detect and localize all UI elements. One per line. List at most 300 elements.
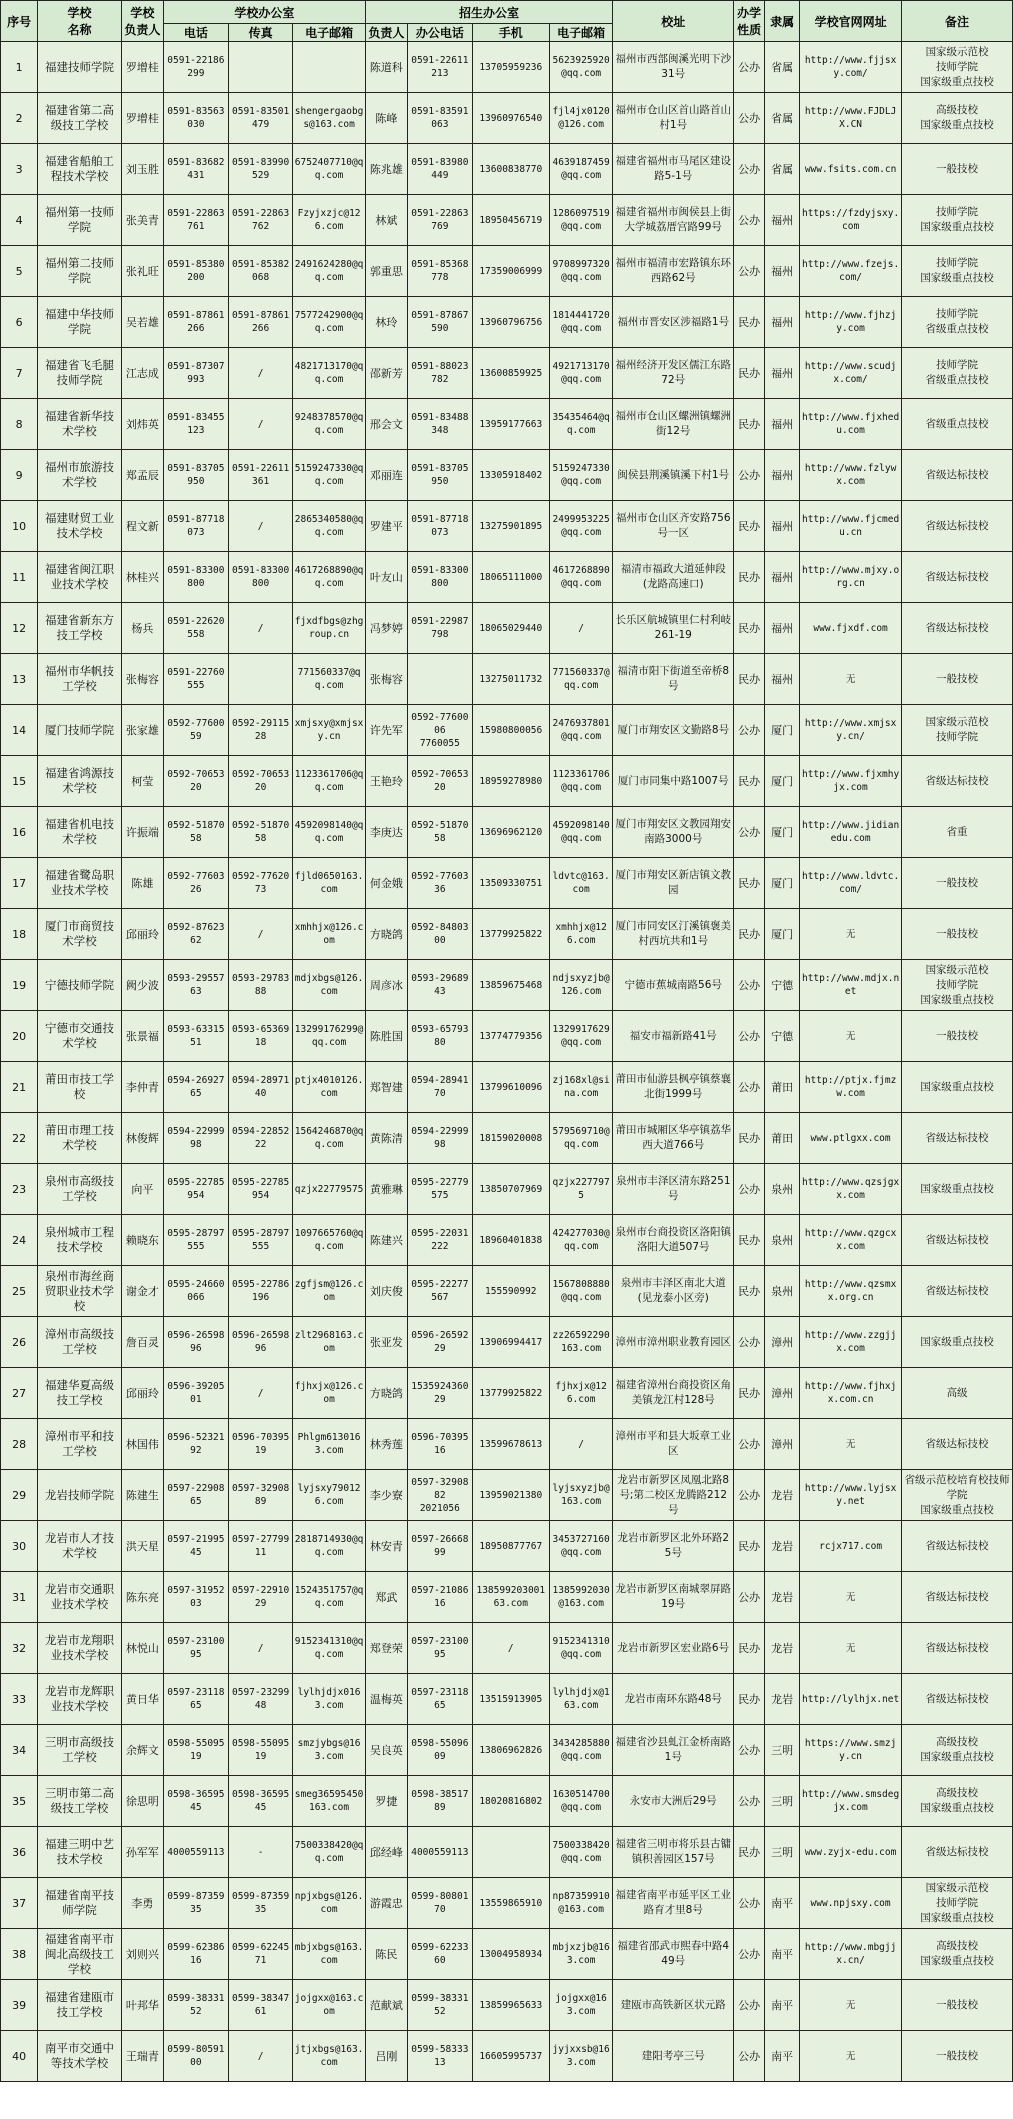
school-name-cell: 南平市交通中等技术学校: [38, 2031, 121, 2082]
office-fax-cell: /: [228, 1623, 293, 1674]
affiliation-cell: 三明: [765, 1776, 800, 1827]
office-phone-cell: 0598-3659545: [164, 1776, 229, 1827]
office-fax-cell: /: [228, 2031, 293, 2082]
address-cell: 福州市仓山区螺洲镇螺洲街12号: [613, 399, 734, 450]
enroll-email-cell: fjl4jx0120@126.com: [549, 93, 613, 144]
enroll-phone-cell: 0597-2310095: [407, 1623, 472, 1674]
office-phone-cell: 0594-2692765: [164, 1062, 229, 1113]
seq-cell: 30: [1, 1521, 38, 1572]
address-cell: 福州市西部闽溪光明下沙31号: [613, 42, 734, 93]
principal-cell: 向平: [121, 1164, 163, 1215]
office-email-cell: 7500338420@qq.com: [293, 1827, 365, 1878]
enroll-email-cell: 2476937801@qq.com: [549, 705, 613, 756]
affiliation-cell: 省属: [765, 144, 800, 195]
website-cell: http://ptjx.fjmzw.com: [800, 1062, 902, 1113]
school-name-cell: 莆田市技工学校: [38, 1062, 121, 1113]
nature-cell: 民办: [734, 756, 765, 807]
seq-cell: 26: [1, 1317, 38, 1368]
enroll-phone-cell: 0591-88023782: [407, 348, 472, 399]
header-affiliation: 隶属: [765, 1, 800, 42]
website-cell: rcjx717.com: [800, 1521, 902, 1572]
address-cell: 长乐区航城镇里仁村利岐261-19: [613, 603, 734, 654]
office-fax-cell: 0591-83300800: [228, 552, 293, 603]
enroll-person-cell: 方晓鸽: [365, 1368, 407, 1419]
table-row: [1, 960, 1013, 1011]
principal-cell: 李仲青: [121, 1062, 163, 1113]
nature-cell: 公办: [734, 1419, 765, 1470]
note-cell: 技师学院 省级重点技校: [902, 348, 1013, 399]
principal-cell: 陈东亮: [121, 1572, 163, 1623]
address-cell: 龙岩市新罗区凤凰北路8号;第二校区龙腾路212号: [613, 1470, 734, 1521]
principal-cell: 郑孟辰: [121, 450, 163, 501]
enroll-person-cell: 邓丽连: [365, 450, 407, 501]
office-email-cell: lyjsxy790126.com: [293, 1470, 365, 1521]
enroll-mobile-cell: 13779925822: [472, 1368, 549, 1419]
nature-cell: 公办: [734, 807, 765, 858]
principal-cell: 黄日华: [121, 1674, 163, 1725]
table-row: [1, 195, 1013, 246]
enroll-email-cell: fjhxjx@126.com: [549, 1368, 613, 1419]
enroll-person-cell: 陈峰: [365, 93, 407, 144]
enroll-mobile-cell: 18020816802: [472, 1776, 549, 1827]
enroll-person-cell: 何金娥: [365, 858, 407, 909]
office-email-cell: jtjxbgs@163.com: [293, 2031, 365, 2082]
address-cell: 福安市福新路41号: [613, 1011, 734, 1062]
office-email-cell: 7577242900@qq.com: [293, 297, 365, 348]
seq-cell: 13: [1, 654, 38, 705]
website-cell: www.zyjx-edu.com: [800, 1827, 902, 1878]
office-email-cell: 2865340580@qq.com: [293, 501, 365, 552]
affiliation-cell: 省属: [765, 93, 800, 144]
nature-cell: 公办: [734, 42, 765, 93]
nature-cell: 民办: [734, 1623, 765, 1674]
office-email-cell: 2818714930@qq.com: [293, 1521, 365, 1572]
header-school: 学校 名称: [38, 1, 121, 42]
office-email-cell: fjhxjx@126.com: [293, 1368, 365, 1419]
nature-cell: 公办: [734, 1572, 765, 1623]
enroll-mobile-cell: 13859675468: [472, 960, 549, 1011]
enroll-phone-cell: 0595-22031222: [407, 1215, 472, 1266]
office-email-cell: 13299176299@qq.com: [293, 1011, 365, 1062]
school-name-cell: 宁德技师学院: [38, 960, 121, 1011]
principal-cell: 吴若雄: [121, 297, 163, 348]
enroll-phone-cell: 0591-83300800: [407, 552, 472, 603]
enroll-phone-cell: 0592-7065320: [407, 756, 472, 807]
office-fax-cell: 0597-2291029: [228, 1572, 293, 1623]
nature-cell: 公办: [734, 144, 765, 195]
enroll-person-cell: 邢会文: [365, 399, 407, 450]
table-row: [1, 1113, 1013, 1164]
note-cell: 省级达标技校: [902, 756, 1013, 807]
office-phone-cell: 0591-22760555: [164, 654, 229, 705]
seq-cell: 6: [1, 297, 38, 348]
address-cell: 厦门市翔安区新店镇文教园: [613, 858, 734, 909]
table-row: [1, 501, 1013, 552]
enroll-phone-cell: 0592-8480300: [407, 909, 472, 960]
enroll-email-cell: /: [549, 603, 613, 654]
school-name-cell: 福建省新华技术学校: [38, 399, 121, 450]
affiliation-cell: 三明: [765, 1725, 800, 1776]
note-cell: 省级达标技校: [902, 1215, 1013, 1266]
office-email-cell: 5159247330@qq.com: [293, 450, 365, 501]
enroll-email-cell: xmhhjx@126.com: [549, 909, 613, 960]
address-cell: 厦门市同集中路1007号: [613, 756, 734, 807]
affiliation-cell: 漳州: [765, 1317, 800, 1368]
office-email-cell: 4821713170@qq.com: [293, 348, 365, 399]
enroll-phone-cell: 0596-2659229: [407, 1317, 472, 1368]
table-row: [1, 1317, 1013, 1368]
office-fax-cell: 0595-22786196: [228, 1266, 293, 1317]
office-phone-cell: 0591-83682431: [164, 144, 229, 195]
affiliation-cell: 龙岩: [765, 1572, 800, 1623]
office-phone-cell: 4000559113: [164, 1827, 229, 1878]
office-phone-cell: 0595-24660066: [164, 1266, 229, 1317]
principal-cell: 李勇: [121, 1878, 163, 1929]
website-cell: 无: [800, 1623, 902, 1674]
header-note: 备注: [902, 1, 1013, 42]
school-name-cell: 福建省机电技术学校: [38, 807, 121, 858]
school-name-cell: 福建华夏高级技工学校: [38, 1368, 121, 1419]
school-name-cell: 龙岩市龙翔职业技术学校: [38, 1623, 121, 1674]
school-name-cell: 福建省新东方技工学校: [38, 603, 121, 654]
address-cell: 龙岩市南环东路48号: [613, 1674, 734, 1725]
enroll-mobile-cell: 13600838770: [472, 144, 549, 195]
website-cell: http://www.qzsjgxx.com: [800, 1164, 902, 1215]
enroll-person-cell: 郭重思: [365, 246, 407, 297]
website-cell: http://www.zzgjjx.com: [800, 1317, 902, 1368]
enroll-person-cell: 吴良英: [365, 1725, 407, 1776]
note-cell: 国家级示范校 技师学院 国家级重点技校: [902, 1878, 1013, 1929]
enroll-mobile-cell: 13004958934: [472, 1929, 549, 1980]
note-cell: 国家级重点技校: [902, 1062, 1013, 1113]
affiliation-cell: 漳州: [765, 1419, 800, 1470]
address-cell: 泉州市丰泽区清东路251号: [613, 1164, 734, 1215]
principal-cell: 林俊辉: [121, 1113, 163, 1164]
website-cell: www.fjxdf.com: [800, 603, 902, 654]
note-cell: 省级示范校培育校技师学院 国家级重点技校: [902, 1470, 1013, 1521]
enroll-email-cell: zz26592290163.com: [549, 1317, 613, 1368]
office-phone-cell: 0599-8735935: [164, 1878, 229, 1929]
nature-cell: 公办: [734, 1164, 765, 1215]
office-email-cell: mdjxbgs@126.com: [293, 960, 365, 1011]
seq-cell: 40: [1, 2031, 38, 2082]
school-name-cell: 福建省南平技师学院: [38, 1878, 121, 1929]
website-cell: http://www.fjhzjy.com: [800, 297, 902, 348]
enroll-email-cell: jojgxx@163.com: [549, 1980, 613, 2031]
enroll-person-cell: 邱经峰: [365, 1827, 407, 1878]
office-email-cell: smzjybgs@163.com: [293, 1725, 365, 1776]
address-cell: 福州市仓山区首山路首山村1号: [613, 93, 734, 144]
office-phone-cell: 0599-6238616: [164, 1929, 229, 1980]
office-fax-cell: 0595-28797555: [228, 1215, 293, 1266]
nature-cell: 公办: [734, 1011, 765, 1062]
office-phone-cell: 0591-22620558: [164, 603, 229, 654]
address-cell: 泉州市丰泽区南北大道(见龙泰小区旁): [613, 1266, 734, 1317]
nature-cell: 公办: [734, 195, 765, 246]
office-fax-cell: [228, 42, 293, 93]
nature-cell: 公办: [734, 960, 765, 1011]
note-cell: 国家级示范校 技师学院 国家级重点技校: [902, 42, 1013, 93]
enroll-person-cell: 李少寮: [365, 1470, 407, 1521]
enroll-phone-cell: [407, 654, 472, 705]
table-row: [1, 1776, 1013, 1827]
seq-cell: 3: [1, 144, 38, 195]
office-phone-cell: 0599-3833152: [164, 1980, 229, 2031]
note-cell: 省重: [902, 807, 1013, 858]
school-name-cell: 福建省飞毛腿技师学院: [38, 348, 121, 399]
address-cell: 泉州市台商投资区洛阳镇洛阳大道507号: [613, 1215, 734, 1266]
school-name-cell: 福建省建瓯市技工学校: [38, 1980, 121, 2031]
address-cell: 福州市仓山区齐安路756号一区: [613, 501, 734, 552]
table-row: [1, 1623, 1013, 1674]
principal-cell: 林悦山: [121, 1623, 163, 1674]
office-fax-cell: /: [228, 501, 293, 552]
office-phone-cell: 0597-2310095: [164, 1623, 229, 1674]
seq-cell: 2: [1, 93, 38, 144]
enroll-phone-cell: 0593-2968943: [407, 960, 472, 1011]
website-cell: http://www.fjcmedu.cn: [800, 501, 902, 552]
enroll-email-cell: 1123361706@qq.com: [549, 756, 613, 807]
table-row: [1, 297, 1013, 348]
office-email-cell: 1097665760@qq.com: [293, 1215, 365, 1266]
office-fax-cell: 0595-22785954: [228, 1164, 293, 1215]
affiliation-cell: 南平: [765, 2031, 800, 2082]
enroll-phone-cell: 0599-3833152: [407, 1980, 472, 2031]
header-office-group: 学校办公室: [164, 1, 366, 24]
enroll-phone-cell: 0598-3851789: [407, 1776, 472, 1827]
enroll-email-cell: 9708997320@qq.com: [549, 246, 613, 297]
seq-cell: 39: [1, 1980, 38, 2031]
table-body: [1, 42, 1013, 2082]
note-cell: 国家级示范校 技师学院: [902, 705, 1013, 756]
website-cell: 无: [800, 2031, 902, 2082]
principal-cell: 刘炜英: [121, 399, 163, 450]
affiliation-cell: 福州: [765, 552, 800, 603]
office-email-cell: smeg36595450163.com: [293, 1776, 365, 1827]
office-fax-cell: 0592-2911528: [228, 705, 293, 756]
affiliation-cell: 福州: [765, 246, 800, 297]
enroll-phone-cell: 4000559113: [407, 1827, 472, 1878]
office-email-cell: ptjx4010126.com: [293, 1062, 365, 1113]
enroll-email-cell: np87359910@163.com: [549, 1878, 613, 1929]
principal-cell: 柯莹: [121, 756, 163, 807]
office-phone-cell: 0597-2311865: [164, 1674, 229, 1725]
affiliation-cell: 龙岩: [765, 1521, 800, 1572]
enroll-phone-cell: 0591-83591063: [407, 93, 472, 144]
enroll-mobile-cell: 13859965633: [472, 1980, 549, 2031]
seq-cell: 33: [1, 1674, 38, 1725]
website-cell: http://www.qzgcxx.com: [800, 1215, 902, 1266]
note-cell: 国家级重点技校: [902, 1164, 1013, 1215]
school-name-cell: 福建省鹭岛职业技术学校: [38, 858, 121, 909]
table-row: [1, 1878, 1013, 1929]
seq-cell: 19: [1, 960, 38, 1011]
nature-cell: 民办: [734, 1113, 765, 1164]
office-fax-cell: 0591-87861266: [228, 297, 293, 348]
seq-cell: 31: [1, 1572, 38, 1623]
office-email-cell: 4592098140@qq.com: [293, 807, 365, 858]
seq-cell: 37: [1, 1878, 38, 1929]
office-phone-cell: 0591-83705950: [164, 450, 229, 501]
enroll-person-cell: 叶友山: [365, 552, 407, 603]
table-row: [1, 1827, 1013, 1878]
affiliation-cell: 省属: [765, 42, 800, 93]
address-cell: 福建省沙县虬江金桥南路1号: [613, 1725, 734, 1776]
address-cell: 厦门市翔安区文勤路8号: [613, 705, 734, 756]
seq-cell: 18: [1, 909, 38, 960]
enroll-person-cell: 王艳玲: [365, 756, 407, 807]
nature-cell: 民办: [734, 858, 765, 909]
header-enroll-mobile: 手机: [472, 24, 549, 42]
school-name-cell: 福建省闽江职业技术学校: [38, 552, 121, 603]
office-fax-cell: 0592-7762073: [228, 858, 293, 909]
office-email-cell: fjld0650163.com: [293, 858, 365, 909]
principal-cell: 邱丽玲: [121, 1368, 163, 1419]
office-phone-cell: 0593-6331551: [164, 1011, 229, 1062]
website-cell: www.fsits.com.cn: [800, 144, 902, 195]
table-row: [1, 603, 1013, 654]
address-cell: 闽侯县荆溪镇溪下村1号: [613, 450, 734, 501]
office-email-cell: Phlgm6130163.com: [293, 1419, 365, 1470]
enroll-mobile-cell: 17359006999: [472, 246, 549, 297]
office-email-cell: xmjsxy@xmjsxy.cn: [293, 705, 365, 756]
office-email-cell: Fzyjxzjc@126.com: [293, 195, 365, 246]
enroll-email-cell: 35435464@qq.com: [549, 399, 613, 450]
note-cell: 一般技校: [902, 1980, 1013, 2031]
principal-cell: 孙军军: [121, 1827, 163, 1878]
header-nature: 办学 性质: [734, 1, 765, 42]
enroll-person-cell: 游霞忠: [365, 1878, 407, 1929]
enroll-mobile-cell: 13599678613: [472, 1419, 549, 1470]
affiliation-cell: 龙岩: [765, 1623, 800, 1674]
enroll-mobile-cell: 15980800056: [472, 705, 549, 756]
office-phone-cell: 0596-2659896: [164, 1317, 229, 1368]
seq-cell: 15: [1, 756, 38, 807]
table-row: [1, 552, 1013, 603]
table-row: [1, 1470, 1013, 1521]
enroll-mobile-cell: 18960401838: [472, 1215, 549, 1266]
note-cell: 省级达标技校: [902, 1623, 1013, 1674]
office-email-cell: 771560337@qq.com: [293, 654, 365, 705]
office-fax-cell: 0599-6224571: [228, 1929, 293, 1980]
enroll-mobile-cell: [472, 1827, 549, 1878]
website-cell: 无: [800, 1419, 902, 1470]
enroll-mobile-cell: 18950877767: [472, 1521, 549, 1572]
seq-cell: 16: [1, 807, 38, 858]
enroll-email-cell: 5159247330@qq.com: [549, 450, 613, 501]
enroll-mobile-cell: 13960976540: [472, 93, 549, 144]
office-phone-cell: 0597-2199545: [164, 1521, 229, 1572]
nature-cell: 民办: [734, 654, 765, 705]
office-fax-cell: 0594-2285222: [228, 1113, 293, 1164]
website-cell: http://www.fjxhedu.com: [800, 399, 902, 450]
seq-cell: 27: [1, 1368, 38, 1419]
website-cell: http://www.fjhxjx.com.cn: [800, 1368, 902, 1419]
principal-cell: 刘玉胜: [121, 144, 163, 195]
school-name-cell: 泉州市海丝商贸职业技术学校: [38, 1266, 121, 1317]
enroll-phone-cell: 0594-2299998: [407, 1113, 472, 1164]
note-cell: 国家级示范校 技师学院 国家级重点技校: [902, 960, 1013, 1011]
website-cell: https://www.smzjy.cn: [800, 1725, 902, 1776]
office-email-cell: fjxdfbgs@zhgroup.cn: [293, 603, 365, 654]
enroll-phone-cell: 0597-3290882 2021056: [407, 1470, 472, 1521]
note-cell: 省级达标技校: [902, 603, 1013, 654]
note-cell: 省级达标技校: [902, 501, 1013, 552]
office-fax-cell: 0599-3834761: [228, 1980, 293, 2031]
website-cell: www.npjsxy.com: [800, 1878, 902, 1929]
enroll-phone-cell: 0591-87718073: [407, 501, 472, 552]
enroll-person-cell: 方晓鸽: [365, 909, 407, 960]
enroll-phone-cell: 153592436029: [407, 1368, 472, 1419]
principal-cell: 张景福: [121, 1011, 163, 1062]
table-row: [1, 858, 1013, 909]
enroll-mobile-cell: 13859920300163.com: [472, 1572, 549, 1623]
principal-cell: 罗增桂: [121, 93, 163, 144]
seq-cell: 20: [1, 1011, 38, 1062]
address-cell: 福建省邵武市熙春中路449号: [613, 1929, 734, 1980]
school-name-cell: 泉州城市工程技术学校: [38, 1215, 121, 1266]
seq-cell: 29: [1, 1470, 38, 1521]
address-cell: 漳州市漳州职业教育园区: [613, 1317, 734, 1368]
address-cell: 福建省福州市马尾区建设路5-1号: [613, 144, 734, 195]
affiliation-cell: 泉州: [765, 1266, 800, 1317]
address-cell: 宁德市蕉城南路56号: [613, 960, 734, 1011]
enroll-email-cell: 4592098140@qq.com: [549, 807, 613, 858]
enroll-email-cell: 3434285880@qq.com: [549, 1725, 613, 1776]
enroll-phone-cell: 0596-7039516: [407, 1419, 472, 1470]
office-fax-cell: 0597-3290889: [228, 1470, 293, 1521]
seq-cell: 24: [1, 1215, 38, 1266]
nature-cell: 公办: [734, 450, 765, 501]
nature-cell: 公办: [734, 1470, 765, 1521]
enroll-person-cell: 陈建兴: [365, 1215, 407, 1266]
office-email-cell: zlt2968163.com: [293, 1317, 365, 1368]
enroll-mobile-cell: 13600859925: [472, 348, 549, 399]
header-office-email: 电子邮箱: [293, 24, 365, 42]
enroll-email-cell: 1567808880@qq.com: [549, 1266, 613, 1317]
address-cell: 厦门市翔安区文教园翔安南路3000号: [613, 807, 734, 858]
school-name-cell: 漳州市高级技工学校: [38, 1317, 121, 1368]
address-cell: 漳州市平和县大坂章工业区: [613, 1419, 734, 1470]
affiliation-cell: 福州: [765, 297, 800, 348]
office-fax-cell: 0598-5509519: [228, 1725, 293, 1776]
enroll-phone-cell: 0597-2666899: [407, 1521, 472, 1572]
website-cell: http://www.smsdegjx.com: [800, 1776, 902, 1827]
address-cell: 福建省漳州台商投资区角美镇龙江村128号: [613, 1368, 734, 1419]
enroll-mobile-cell: 155590992: [472, 1266, 549, 1317]
enroll-person-cell: 黄陈清: [365, 1113, 407, 1164]
note-cell: 省级达标技校: [902, 552, 1013, 603]
enroll-person-cell: 周彦冰: [365, 960, 407, 1011]
website-cell: www.ptlgxx.com: [800, 1113, 902, 1164]
office-email-cell: jojgxx@163.com: [293, 1980, 365, 2031]
nature-cell: 公办: [734, 93, 765, 144]
table-row: [1, 1929, 1013, 1980]
enroll-person-cell: 罗建平: [365, 501, 407, 552]
office-phone-cell: 0591-87307993: [164, 348, 229, 399]
enroll-email-cell: 3453727160@qq.com: [549, 1521, 613, 1572]
header-principal: 学校 负责人: [121, 1, 163, 42]
address-cell: 福州市福清市宏路镇东环西路62号: [613, 246, 734, 297]
principal-cell: 林国伟: [121, 1419, 163, 1470]
table-row: [1, 807, 1013, 858]
school-name-cell: 福建省第二高级技工学校: [38, 93, 121, 144]
nature-cell: 民办: [734, 1827, 765, 1878]
enroll-person-cell: 张梅容: [365, 654, 407, 705]
office-email-cell: 9152341310@qq.com: [293, 1623, 365, 1674]
nature-cell: 民办: [734, 501, 765, 552]
address-cell: 福建省福州市闽侯县上街大学城荔厝宫路99号: [613, 195, 734, 246]
